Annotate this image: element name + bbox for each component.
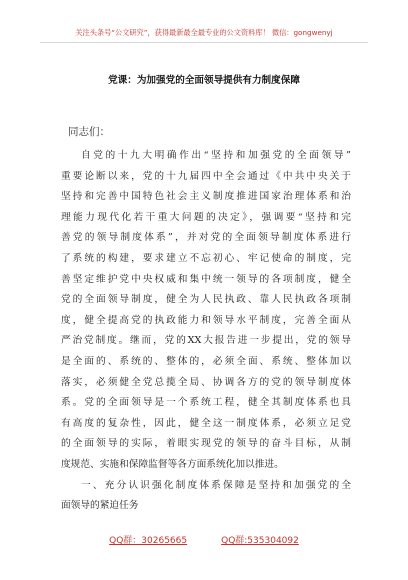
body-line: 落实，必须健全党总揽全局、协调各方的党的领导制度体 <box>61 376 351 388</box>
body-line: 严治党制度。继而，党的XX大报告进一步提出，党的领导 <box>61 335 351 347</box>
body-text <box>61 146 351 517</box>
body-line: 善党的领导制度体系”，并对党的全面领导制度体系进行 <box>61 232 351 244</box>
body-line: 是全面的、系统的、整体的，必须全面、系统、整体加以 <box>61 355 351 367</box>
footer-qq-group-2[interactable]: QQ群:535304092 <box>221 536 299 546</box>
body-line: 系。党的全面领导是一个系统工程，健全其制度体系也具 <box>61 397 351 409</box>
body-line: 坚持和完善中国特色社会主义制度推进国家治理体系和治 <box>61 191 351 203</box>
section-heading-line: 面领导的紧迫任务 <box>61 500 139 512</box>
salutation: 同志们： <box>68 126 110 138</box>
footer-qq-group-1[interactable]: QQ群：30265665 <box>109 536 188 546</box>
body-line: 度，健全提高党的执政能力和领导水平制度，完善全面从 <box>61 314 351 326</box>
body-line: 理能力现代化若干重大问题的决定》，强调要“坚持和完 <box>61 211 351 223</box>
footer <box>0 533 408 546</box>
document-title: 党课：为加强党的全面领导提供有力制度保障 <box>108 75 300 86</box>
body-line: 的全面领导的实际，着眼实现党的领导的奋斗目标，从制 <box>61 438 351 450</box>
header-banner: 关注头条号“公文研究”，获得最新最全最专业的公文资料库！ 微信：gongwenyj <box>75 28 333 37</box>
header-divider <box>40 42 368 43</box>
body-line: 善坚定维护党中央权威和集中统一领导的各项制度，健全 <box>61 273 351 285</box>
body-line: 重要论断以来，党的十九届四中全会通过《中共中央关于 <box>61 170 351 182</box>
body-line: 自党的十九大明确作出“坚持和加强党的全面领导” <box>81 150 351 161</box>
section-heading-line: 一、充分认识强化制度体系保障是坚持和加强党的全 <box>81 479 351 491</box>
body-line: 有高度的复杂性，因此，健全这一制度体系，必须立足党 <box>61 417 351 429</box>
body-line: 度规范、实施和保障监督等各方面系统化加以推进。 <box>61 458 284 470</box>
body-line: 了系统的构建，要求建立不忘初心、牢记使命的制度，完 <box>61 252 351 264</box>
body-line: 党的全面领导制度，健全为人民执政、靠人民执政各项制 <box>61 294 351 306</box>
